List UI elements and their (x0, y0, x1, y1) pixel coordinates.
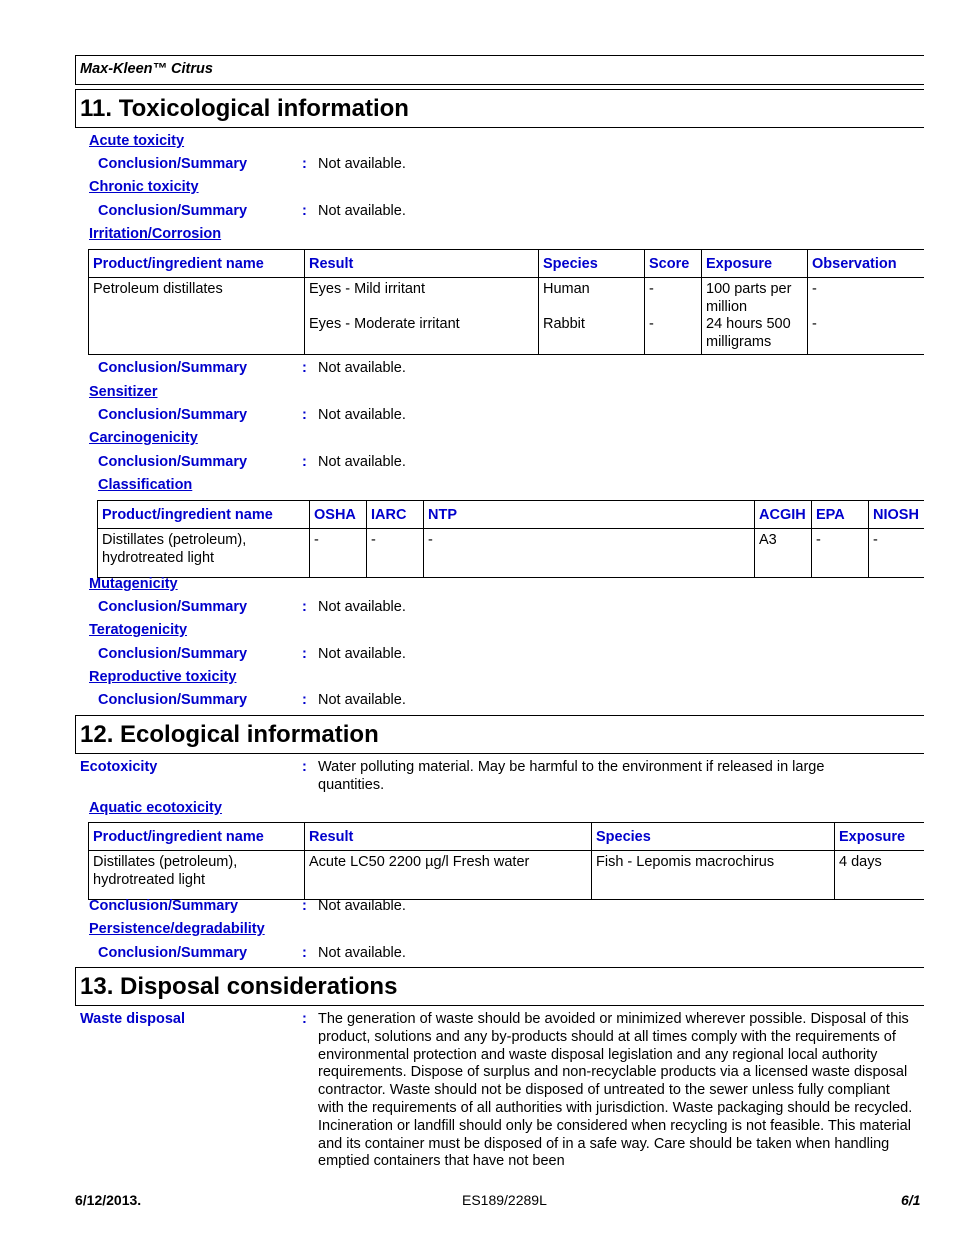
ecotoxicity-value: Water polluting material. May be harmful to the environment if released in large quantities. (318, 759, 825, 793)
col-species: Species (592, 823, 835, 851)
conclusion-value: Not available. (318, 599, 406, 615)
footer-page: 6/1 (901, 1192, 921, 1208)
product-text: Petroleum distillates (93, 281, 223, 297)
colon: : (302, 407, 307, 423)
col-exposure: Exposure (702, 250, 808, 278)
col-score: Score (645, 250, 702, 278)
acute-toxicity-heading: Acute toxicity (89, 133, 185, 149)
cell-iarc: - (367, 529, 424, 578)
col-iarc: IARC (367, 501, 424, 529)
score-2: - (649, 316, 654, 332)
col-ntp: NTP (424, 501, 755, 529)
conclusion-label: Conclusion/Summary (98, 692, 248, 708)
score-1: - (649, 281, 654, 297)
col-exposure: Exposure (835, 823, 925, 851)
conclusion-value: Not available. (318, 692, 406, 708)
exposure-1: 100 parts per million (706, 281, 792, 315)
conclusion-label: Conclusion/Summary (98, 203, 248, 219)
cell-exposure (702, 278, 808, 355)
cell-ntp: - (424, 529, 755, 578)
waste-disposal-label: Waste disposal (80, 1011, 186, 1027)
result-2: Eyes - Moderate irritant (309, 316, 460, 332)
cell-niosh: - (869, 529, 925, 578)
cell-osha: - (310, 529, 367, 578)
col-product: Product/ingredient name (89, 823, 305, 851)
footer-code: ES189/2289L (462, 1192, 547, 1208)
col-observation: Observation (808, 250, 925, 278)
aquatic-table (88, 822, 924, 900)
classification-table (97, 500, 924, 578)
cell-epa: - (812, 529, 869, 578)
table-header-row (98, 501, 925, 529)
table-row (89, 278, 925, 355)
cell-exposure: 4 days (835, 851, 925, 900)
observation-2: - (812, 316, 817, 332)
observation-1: - (812, 281, 817, 297)
table-header-row (89, 250, 925, 278)
col-epa: EPA (812, 501, 869, 529)
conclusion-label: Conclusion/Summary (98, 360, 248, 376)
col-osha: OSHA (310, 501, 367, 529)
reproductive-toxicity-heading: Reproductive toxicity (89, 669, 237, 685)
teratogenicity-heading: Teratogenicity (89, 622, 188, 638)
conclusion-value: Not available. (318, 646, 406, 662)
waste-disposal-text: The generation of waste should be avoided or minimized wherever possible. Disposal of this product, solutions and any by-products should at all times comply with the requirements of environmental protection and waste disposal legislation and any regional local authority requirements. Dispose of surplus and non-recyclable products via a licensed waste disposal contractor. Waste should not be disposed of untreated to the sewer unless fully compliant with the requirements of all authorities with jurisdiction. Waste packaging should be recycled. Incineration or landfill should only be considered when recycling is not feasible. This material and its container must be disposed of in a safe way. Care should be taken when handling emptied containers that have not been (318, 1011, 913, 1170)
colon: : (302, 360, 307, 376)
cell-result: Acute LC50 2200 µg/l Fresh water (305, 851, 592, 900)
header-bar (75, 55, 924, 85)
col-niosh: NIOSH (869, 501, 925, 529)
colon: : (302, 454, 307, 470)
section-13-title: 13. Disposal considerations (75, 967, 924, 1006)
sensitizer-heading: Sensitizer (89, 384, 158, 400)
conclusion-label: Conclusion/Summary (98, 407, 248, 423)
mutagenicity-heading: Mutagenicity (89, 576, 178, 592)
persistence-heading: Persistence/degradability (89, 921, 265, 937)
conclusion-label: Conclusion/Summary (98, 599, 248, 615)
cell-acgih: A3 (755, 529, 812, 578)
conclusion-label: Conclusion/Summary (98, 454, 248, 470)
conclusion-label: Conclusion/Summary (98, 646, 248, 662)
footer-date: 6/12/2013. (75, 1192, 142, 1208)
colon: : (302, 599, 307, 615)
conclusion-value: Not available. (318, 454, 406, 470)
colon: : (302, 203, 307, 219)
conclusion-value: Not available. (318, 407, 406, 423)
exposure-2: 24 hours 500 milligrams (706, 316, 791, 350)
colon: : (302, 898, 307, 914)
conclusion-value: Not available. (318, 945, 406, 961)
cell-product: Distillates (petroleum), hydrotreated light (89, 851, 305, 900)
conclusion-label: Conclusion/Summary (98, 156, 248, 172)
conclusion-value: Not available. (318, 156, 406, 172)
aquatic-ecotoxicity-heading: Aquatic ecotoxicity (89, 800, 222, 816)
result-1: Eyes - Mild irritant (309, 281, 426, 297)
irritation-heading: Irritation/Corrosion (89, 226, 222, 242)
irritation-table (88, 249, 924, 355)
section-12-title: 12. Ecological information (75, 715, 924, 754)
product-name: Max-Kleen™ Citrus (80, 61, 213, 77)
conclusion-value: Not available. (318, 360, 406, 376)
cell-species: Fish - Lepomis macrochirus (592, 851, 835, 900)
chronic-toxicity-heading: Chronic toxicity (89, 179, 199, 195)
carcinogenicity-heading: Carcinogenicity (89, 430, 198, 446)
colon: : (302, 759, 307, 775)
cell-score (645, 278, 702, 355)
col-product: Product/ingredient name (89, 250, 305, 278)
table-row (89, 851, 925, 900)
colon: : (302, 646, 307, 662)
species-2: Rabbit (543, 316, 585, 332)
conclusion-value: Not available. (318, 203, 406, 219)
conclusion-value: Not available. (318, 898, 406, 914)
section-11-title: 11. Toxicological information (75, 89, 924, 128)
col-product: Product/ingredient name (98, 501, 310, 529)
table-header-row (89, 823, 925, 851)
cell-species (539, 278, 645, 355)
cell-observation (808, 278, 925, 355)
colon: : (302, 945, 307, 961)
col-result: Result (305, 823, 592, 851)
cell-product: Distillates (petroleum), hydrotreated light (98, 529, 310, 578)
col-result: Result (305, 250, 539, 278)
classification-heading: Classification (98, 477, 193, 493)
colon: : (302, 156, 307, 172)
conclusion-label: Conclusion/Summary (89, 898, 239, 914)
cell-result (305, 278, 539, 355)
col-acgih: ACGIH (755, 501, 812, 529)
table-row (98, 529, 925, 578)
col-species: Species (539, 250, 645, 278)
ecotoxicity-label: Ecotoxicity (80, 759, 158, 775)
conclusion-label: Conclusion/Summary (98, 945, 248, 961)
colon: : (302, 1011, 307, 1027)
cell-product (89, 278, 305, 355)
colon: : (302, 692, 307, 708)
species-1: Human (543, 281, 590, 297)
